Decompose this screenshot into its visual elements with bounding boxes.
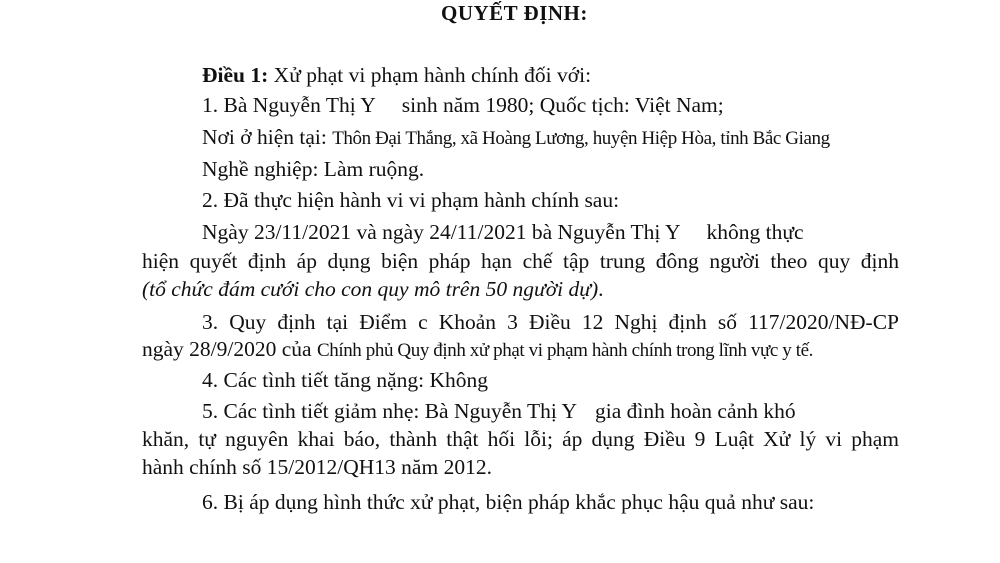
- document-title: QUYẾT ĐỊNH:: [441, 1, 588, 25]
- item-6-line-1: 6. Bị áp dụng hình thức xử phạt, biện pháp khắc phục hậu quả như sau:: [202, 490, 815, 514]
- item-3-decree-text: Chính phủ Quy định xử phạt vi phạm hành chính trong lĩnh vực y tế.: [316, 340, 814, 361]
- item-2-text-a: Ngày 23/11/2021 và ngày 24/11/2021 bà Nguyễn Thị Y: [202, 220, 681, 244]
- item-2-heading: 2. Đã thực hiện hành vi vi phạm hành chính sau:: [202, 188, 620, 212]
- person-birth-nationality: sinh năm 1980; Quốc tịch: Việt Nam;: [401, 93, 724, 117]
- item-5-line-3: hành chính số 15/2012/QH13 năm 2012.: [142, 455, 492, 479]
- occupation-line: Nghề nghiệp: Làm ruộng.: [202, 157, 425, 181]
- residence-line: [202, 124, 830, 152]
- residence-value: Thôn Đại Thắng, xã Hoàng Lương, huyện Hiệp Hòa, tỉnh Bắc Giang: [332, 128, 830, 149]
- item-4-line-1: 4. Các tình tiết tăng nặng: Không: [202, 368, 489, 392]
- article-text: Xử phạt vi phạm hành chính đối với:: [273, 63, 592, 87]
- item-5-text-b: gia đình hoàn cảnh khó: [595, 399, 796, 423]
- item-2-line-2: hiện quyết định áp dụng biện pháp hạn chế tập trung đông người theo quy định: [142, 249, 899, 273]
- item-2-period: .: [598, 277, 604, 301]
- person-name: 1. Bà Nguyễn Thị Y: [202, 93, 376, 117]
- item-3-line-1: 3. Quy định tại Điểm c Khoản 3 Điều 12 Nghị định số 117/2020/NĐ-CP: [202, 310, 899, 334]
- item-2-italic-note: (tổ chức đám cưới cho con quy mô trên 50 người dự): [142, 277, 599, 301]
- item-5-line-1: [202, 398, 796, 424]
- item-3-line-2: [142, 336, 813, 364]
- article-label: Điều 1:: [202, 63, 269, 87]
- item-2-line-1: [202, 219, 804, 245]
- item-2-text-b: không thực: [706, 220, 804, 244]
- residence-label: Nơi ở hiện tại:: [202, 125, 327, 149]
- item-5-text-a: 5. Các tình tiết giảm nhẹ: Bà Nguyễn Thị Y: [202, 399, 577, 423]
- item-3-date: ngày 28/9/2020 của: [142, 337, 312, 361]
- article-1-line: [202, 62, 591, 88]
- item-5-line-2: khăn, tự nguyên khai báo, thành thật hối lỗi; áp dụng Điều 9 Luật Xử lý vi phạm: [142, 427, 899, 451]
- item-2-line-3: [142, 276, 604, 302]
- person-name-line: [202, 92, 724, 118]
